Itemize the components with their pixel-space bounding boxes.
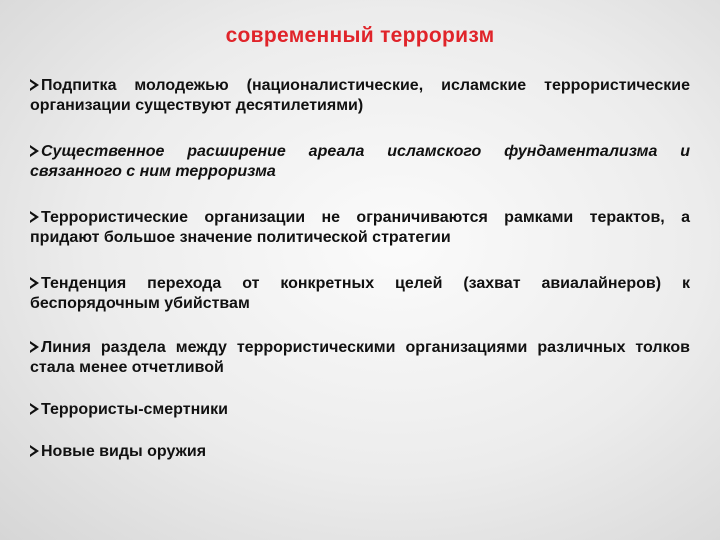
bullet-text: Террористы-смертники <box>41 401 228 418</box>
arrow-bullet-icon <box>30 442 39 462</box>
bullet-text: Тенденция перехода от конкретных целей (захват авиалайнеров) к беспорядочным убийствам <box>30 275 690 312</box>
arrow-bullet-icon <box>30 142 39 162</box>
bullet-item <box>30 76 690 116</box>
bullet-item <box>30 338 690 378</box>
slide-title: современный терроризм <box>225 24 495 47</box>
bullet-text: Подпитка молодежью (националистические, исламские террористические организации существуют десятилетиями) <box>30 77 690 114</box>
bullet-text: Линия раздела между террористическими организациями различных толков стала менее отчетливой <box>30 339 690 376</box>
bullet-item <box>30 208 690 248</box>
bullet-text: Новые виды оружия <box>41 443 207 460</box>
bullet-text: Существенное расширение ареала исламского фундаментализма и связанного с ним терроризма <box>30 143 690 180</box>
bullet-item <box>30 442 690 462</box>
bullet-item <box>30 274 690 314</box>
arrow-bullet-icon <box>30 400 39 420</box>
arrow-bullet-icon <box>30 76 39 96</box>
bullet-item <box>30 142 690 182</box>
bullet-item <box>30 400 690 420</box>
arrow-bullet-icon <box>30 208 39 228</box>
bullet-text: Террористические организации не ограничиваются рамками терактов, а придают большое значение политической стратегии <box>30 209 690 246</box>
arrow-bullet-icon <box>30 274 39 294</box>
arrow-bullet-icon <box>30 338 39 358</box>
